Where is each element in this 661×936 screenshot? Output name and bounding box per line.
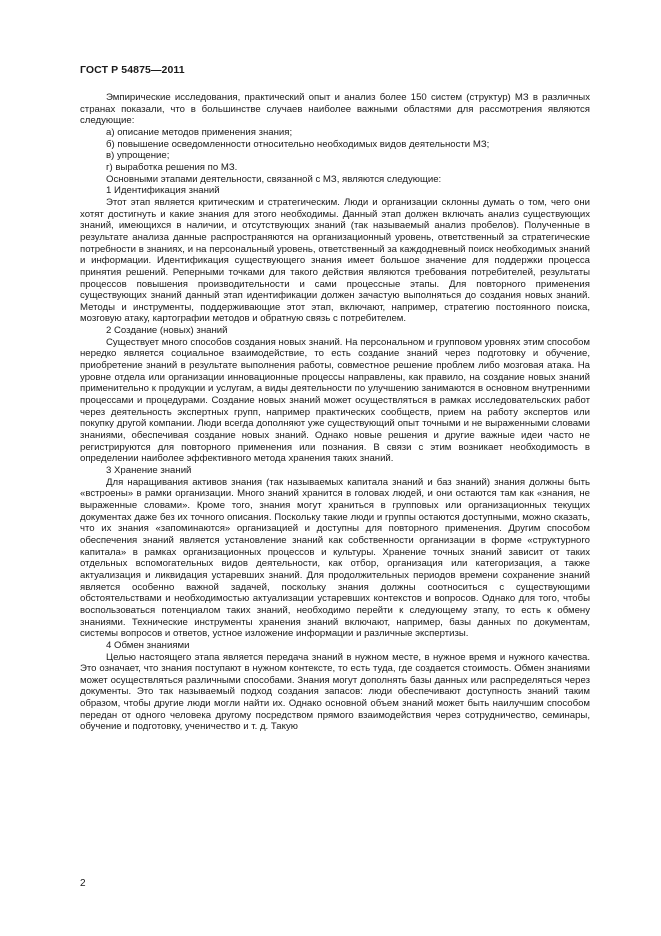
- list-item: б) повышение осведомленности относительно необходимых видов деятельности МЗ;: [106, 138, 490, 150]
- list-item: в) упрощение;: [106, 150, 170, 162]
- paragraph: Целью настоящего этапа является передача знаний в нужном месте, в нужное время и нужного качества. Это означает, что знания поступают в нужном контексте, то есть туда, где создается стоимость. Обмен знаниями может осуществляться различными способами. Знания могут дополнять базы данных или распределяться через документы. Это так называемый подход создания запасов: люди обеспечивают доступность знаний таким образом, чтобы другие люди могли найти их. Однако основной объем знаний может быть наилучшим способом передан от одного человека другому посредством прямого взаимодействия через сотрудничество, семинары, обучение и подготовку, ученичество и т. д. Такую: [80, 651, 590, 733]
- section-heading: 2 Создание (новых) знаний: [106, 325, 228, 337]
- document-body: [80, 92, 590, 733]
- paragraph: Основными этапами деятельности, связанной с МЗ, являются следующие:: [106, 173, 442, 185]
- list-item: г) выработка решения по МЗ.: [106, 161, 238, 173]
- paragraph: Этот этап является критическим и стратегическим. Люди и организации склонны думать о том, чего они хотят достигнуть и какие знания для этого необходимы. Данный этап должен включать анализ существующих знаний, имеющихся в наличии, и отсутствующих знаний (так называемый анализ пробелов). Полученные в результате анализа данные распространяются на организационный уровень, ответственный за стратегические потребности в знаниях, и на персональный уровень, ответственный за каждодневный поиск необходимых знаний и информации. Идентификация существующего знания имеет большое значение для поддержки процесса принятия решений. Реперными точками для такого действия являются требования потребителей, результаты процессов повышения производительности и сами процессные этапы. Для повторного применения существующих знаний данный этап идентификации должен зачастую выполняться до создания новых знаний. Методы и инструменты, поддерживающие этот этап, включают, например, стратегию постоянного поиска, мозговую атаку, картографии методов и обратную связь с потребителем.: [80, 196, 590, 325]
- section-heading: 4 Обмен знаниями: [106, 639, 190, 651]
- paragraph: Существует много способов создания новых знаний. На персональном и групповом уровнях этим способом нередко является социальное взаимодействие, то есть создание знаний через подготовку и обучение, приобретение знаний в результате выполнения работы, совместное решение проблем либо мозговая атака. На уровне отдела или организации инновационные процессы направлены, как правило, на создание новых знаний применительно к продукции и услугам, а виды деятельности по улучшению занимаются в основном внутренними процессами и процедурами. Создание новых знаний может осуществляться в рамках исследовательских работ через деятельность экспертных групп, например практических сообществ, прием на работу экспертов или покупку другой компании. Люди всегда дополняют уже существующий опыт точными и не выраженными словами знаниями, обеспечивая создание новых знаний. Однако новые решения и другие важные идеи часто не регистрируются для повторного применения или познания. В связи с этим возникает необходимость в определении наиболее эффективного метода хранения таких знаний.: [80, 336, 590, 465]
- section-heading: 3 Хранение знаний: [106, 465, 192, 476]
- paragraph: Эмпирические исследования, практический опыт и анализ более 150 систем (структур) МЗ в различных странах показали, что в большинстве случаев наиболее важными областями для рассмотрения являются следующие:: [80, 92, 590, 127]
- list-item: а) описание методов применения знания;: [106, 126, 293, 138]
- paragraph: Для наращивания активов знания (так называемых капитала знаний и баз знаний) знания должны быть «встроены» в рамки организации. Много знаний хранится в головах людей, и они остаются там как «знания, не выраженные словами». Кроме того, знания могут храниться в групповых или организационных текущих документах даже без их точного описания. Поскольку такие люди и группы остаются доступными, можно сказать, что их знания «запоминаются» организацией и доступны для повторного применения. Другим способом обеспечения знаний является установление знаний как собственности организации в форме «структурного капитала» в рамках организационных процессов и культуры. Хранение точных знаний зависит от таких отдельных вспомогательных видов деятельности, как отбор, организация или категоризация, а также актуализация и ликвидация устаревших знаний. Для продолжительных периодов времени сохранение знаний является особенно важной задачей, поскольку знания должны соотноситься с существующими обстоятельствами и необходимостью актуализации устаревших контекстов и вопросов. Однако для того, чтобы воспользоваться потенциалом таких знаний, необходимо перейти к следующему этапу, то есть к обмену знаниями. Технические инструменты хранения знаний включают, например, базы данных по документам, системы вопросов и ответов, устное изложение информации и различные экспертизы.: [80, 476, 590, 640]
- document-header: ГОСТ Р 54875—2011: [80, 64, 185, 76]
- section-heading: 1 Идентификация знаний: [106, 185, 220, 197]
- page-number: 2: [80, 878, 86, 889]
